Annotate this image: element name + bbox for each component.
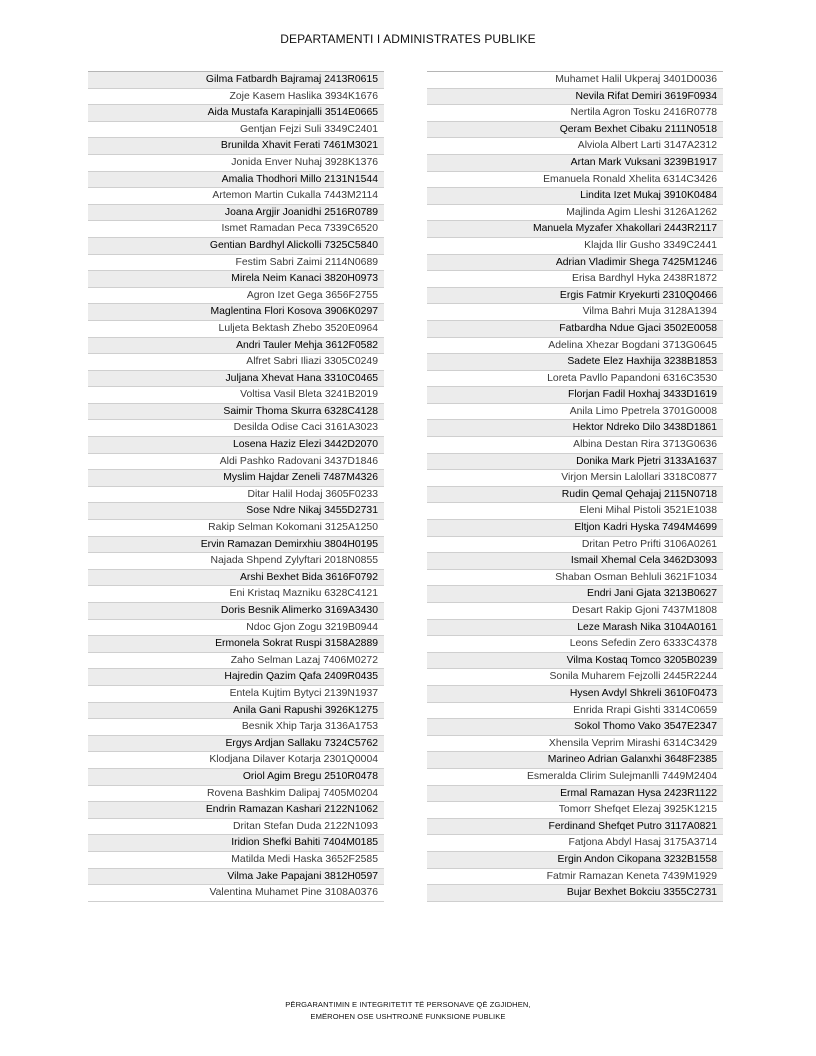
list-item: Donika Mark Pjetri 3133A1637 [427, 454, 723, 471]
list-item: Alfret Sabri Iliazi 3305C0249 [88, 354, 384, 371]
list-item: Leons Sefedin Zero 6333C4378 [427, 636, 723, 653]
list-item: Aldi Pashko Radovani 3437D1846 [88, 454, 384, 471]
list-item: Sonila Muharem Fejzolli 2445R2244 [427, 669, 723, 686]
list-item: Festim Sabri Zaimi 2114N0689 [88, 255, 384, 272]
list-item: Luljeta Bektash Zhebo 3520E0964 [88, 321, 384, 338]
list-item: Sokol Thomo Vako 3547E2347 [427, 719, 723, 736]
page-footer [0, 999, 816, 1023]
list-item: Najada Shpend Zylyftari 2018N0855 [88, 553, 384, 570]
list-item: Hektor Ndreko Dilo 3438D1861 [427, 420, 723, 437]
list-item: Dritan Stefan Duda 2122N1093 [88, 819, 384, 836]
list-item: Hysen Avdyl Shkreli 3610F0473 [427, 686, 723, 703]
list-item: Rakip Selman Kokomani 3125A1250 [88, 520, 384, 537]
list-item: Joana Argjir Joanidhi 2516R0789 [88, 205, 384, 222]
list-item: Ismail Xhemal Cela 3462D3093 [427, 553, 723, 570]
list-item: Ermonela Sokrat Ruspi 3158A2889 [88, 636, 384, 653]
list-item: Ditar Halil Hodaj 3605F0233 [88, 487, 384, 504]
list-item: Voltisa Vasil Bleta 3241B2019 [88, 387, 384, 404]
list-item: Anila Limo Ppetrela 3701G0008 [427, 404, 723, 421]
list-item: Sose Ndre Nikaj 3455D2731 [88, 503, 384, 520]
list-item: Ergis Fatmir Kryekurti 2310Q0466 [427, 288, 723, 305]
list-item: Matilda Medi Haska 3652F2585 [88, 852, 384, 869]
list-item: Tomorr Shefqet Elezaj 3925K1215 [427, 802, 723, 819]
list-item: Eltjon Kadri Hyska 7494M4699 [427, 520, 723, 537]
list-item: Doris Besnik Alimerko 3169A3430 [88, 603, 384, 620]
list-item: Gilma Fatbardh Bajramaj 2413R0615 [88, 72, 384, 89]
list-item: Artan Mark Vuksani 3239B1917 [427, 155, 723, 172]
list-item: Fatjona Abdyl Hasaj 3175A3714 [427, 835, 723, 852]
list-item: Zoje Kasem Haslika 3934K1676 [88, 89, 384, 106]
list-item: Agron Izet Gega 3656F2755 [88, 288, 384, 305]
list-item: Endrin Ramazan Kashari 2122N1062 [88, 802, 384, 819]
list-item: Fatmir Ramazan Keneta 7439M1929 [427, 869, 723, 886]
list-item: Juljana Xhevat Hana 3310C0465 [88, 371, 384, 388]
list-item: Nertila Agron Tosku 2416R0778 [427, 105, 723, 122]
list-item: Desilda Odise Caci 3161A3023 [88, 420, 384, 437]
list-item: Vilma Bahri Muja 3128A1394 [427, 304, 723, 321]
list-item: Besnik Xhip Tarja 3136A1753 [88, 719, 384, 736]
list-item: Sadete Elez Haxhija 3238B1853 [427, 354, 723, 371]
list-item: Marineo Adrian Galanxhi 3648F2385 [427, 752, 723, 769]
list-item: Jonida Enver Nuhaj 3928K1376 [88, 155, 384, 172]
list-item: Saimir Thoma Skurra 6328C4128 [88, 404, 384, 421]
list-item: Ermal Ramazan Hysa 2423R1122 [427, 786, 723, 803]
list-item: Fatbardha Ndue Gjaci 3502E0058 [427, 321, 723, 338]
list-item: Leze Marash Nika 3104A0161 [427, 620, 723, 637]
left-name-column [88, 71, 384, 902]
list-item: Bujar Bexhet Bokciu 3355C2731 [427, 885, 723, 902]
list-item: Eleni Mihal Pistoli 3521E1038 [427, 503, 723, 520]
list-item: Nevila Rifat Demiri 3619F0934 [427, 89, 723, 106]
page-title: DEPARTAMENTI I ADMINISTRATES PUBLIKE [280, 32, 536, 46]
list-item: Gentian Bardhyl Alickolli 7325C5840 [88, 238, 384, 255]
list-item: Ervin Ramazan Demirxhiu 3804H0195 [88, 537, 384, 554]
list-item: Maglentina Flori Kosova 3906K0297 [88, 304, 384, 321]
list-item: Vilma Kostaq Tomco 3205B0239 [427, 653, 723, 670]
list-item: Majlinda Agim Lleshi 3126A1262 [427, 205, 723, 222]
list-item: Xhensila Veprim Mirashi 6314C3429 [427, 736, 723, 753]
list-item: Rovena Bashkim Dalipaj 7405M0204 [88, 786, 384, 803]
list-item: Oriol Agim Bregu 2510R0478 [88, 769, 384, 786]
list-item: Artemon Martin Cukalla 7443M2114 [88, 188, 384, 205]
list-item: Dritan Petro Prifti 3106A0261 [427, 537, 723, 554]
list-item: Ismet Ramadan Peca 7339C6520 [88, 221, 384, 238]
list-item: Loreta Pavllo Papandoni 6316C3530 [427, 371, 723, 388]
list-item: Rudin Qemal Qehajaj 2115N0718 [427, 487, 723, 504]
list-item: Mirela Neim Kanaci 3820H0973 [88, 271, 384, 288]
list-item: Shaban Osman Behluli 3621F1034 [427, 570, 723, 587]
list-item: Emanuela Ronald Xhelita 6314C3426 [427, 172, 723, 189]
list-item: Anila Gani Rapushi 3926K1275 [88, 703, 384, 720]
list-item: Ergin Andon Cikopana 3232B1558 [427, 852, 723, 869]
list-item: Klajda Ilir Gusho 3349C2441 [427, 238, 723, 255]
list-item: Adelina Xhezar Bogdani 3713G0645 [427, 338, 723, 355]
list-item: Myslim Hajdar Zeneli 7487M4326 [88, 470, 384, 487]
list-item: Ndoc Gjon Zogu 3219B0944 [88, 620, 384, 637]
list-item: Gentjan Fejzi Suli 3349C2401 [88, 122, 384, 139]
list-item: Losena Haziz Elezi 3442D2070 [88, 437, 384, 454]
right-name-column [427, 71, 723, 902]
list-item: Enrida Rrapi Gishti 3314C0659 [427, 703, 723, 720]
list-item: Iridion Shefki Bahiti 7404M0185 [88, 835, 384, 852]
list-item: Andri Tauler Mehja 3612F0582 [88, 338, 384, 355]
list-item: Adrian Vladimir Shega 7425M1246 [427, 255, 723, 272]
list-item: Brunilda Xhavit Ferati 7461M3021 [88, 138, 384, 155]
list-item: Hajredin Qazim Qafa 2409R0435 [88, 669, 384, 686]
list-item: Florjan Fadil Hoxhaj 3433D1619 [427, 387, 723, 404]
list-item: Zaho Selman Lazaj 7406M0272 [88, 653, 384, 670]
list-item: Alviola Albert Larti 3147A2312 [427, 138, 723, 155]
list-item: Arshi Bexhet Bida 3616F0792 [88, 570, 384, 587]
list-item: Eni Kristaq Mazniku 6328C4121 [88, 586, 384, 603]
footer-line-2: EMËROHEN OSE USHTROJNË FUNKSIONE PUBLIKE [310, 1012, 506, 1021]
list-item: Qeram Bexhet Cibaku 2111N0518 [427, 122, 723, 139]
list-item: Amalia Thodhori Millo 2131N1544 [88, 172, 384, 189]
list-item: Klodjana Dilaver Kotarja 2301Q0004 [88, 752, 384, 769]
list-item: Valentina Muhamet Pine 3108A0376 [88, 885, 384, 902]
list-item: Endri Jani Gjata 3213B0627 [427, 586, 723, 603]
list-item: Esmeralda Clirim Sulejmanlli 7449M2404 [427, 769, 723, 786]
list-item: Lindita Izet Mukaj 3910K0484 [427, 188, 723, 205]
list-item: Muhamet Halil Ukperaj 3401D0036 [427, 72, 723, 89]
list-item: Ferdinand Shefqet Putro 3117A0821 [427, 819, 723, 836]
list-item: Vilma Jake Papajani 3812H0597 [88, 869, 384, 886]
list-item: Albina Destan Rira 3713G0636 [427, 437, 723, 454]
list-item: Erisa Bardhyl Hyka 2438R1872 [427, 271, 723, 288]
footer-line-1: PËRGARANTIMIN E INTEGRITETIT TË PERSONAVE QË ZGJIDHEN, [285, 1000, 531, 1009]
list-item: Aida Mustafa Karapinjalli 3514E0665 [88, 105, 384, 122]
list-item: Desart Rakip Gjoni 7437M1808 [427, 603, 723, 620]
list-item: Virjon Mersin Lalollari 3318C0877 [427, 470, 723, 487]
list-item: Entela Kujtim Bytyci 2139N1937 [88, 686, 384, 703]
list-item: Manuela Myzafer Xhakollari 2443R2117 [427, 221, 723, 238]
list-item: Ergys Ardjan Sallaku 7324C5762 [88, 736, 384, 753]
